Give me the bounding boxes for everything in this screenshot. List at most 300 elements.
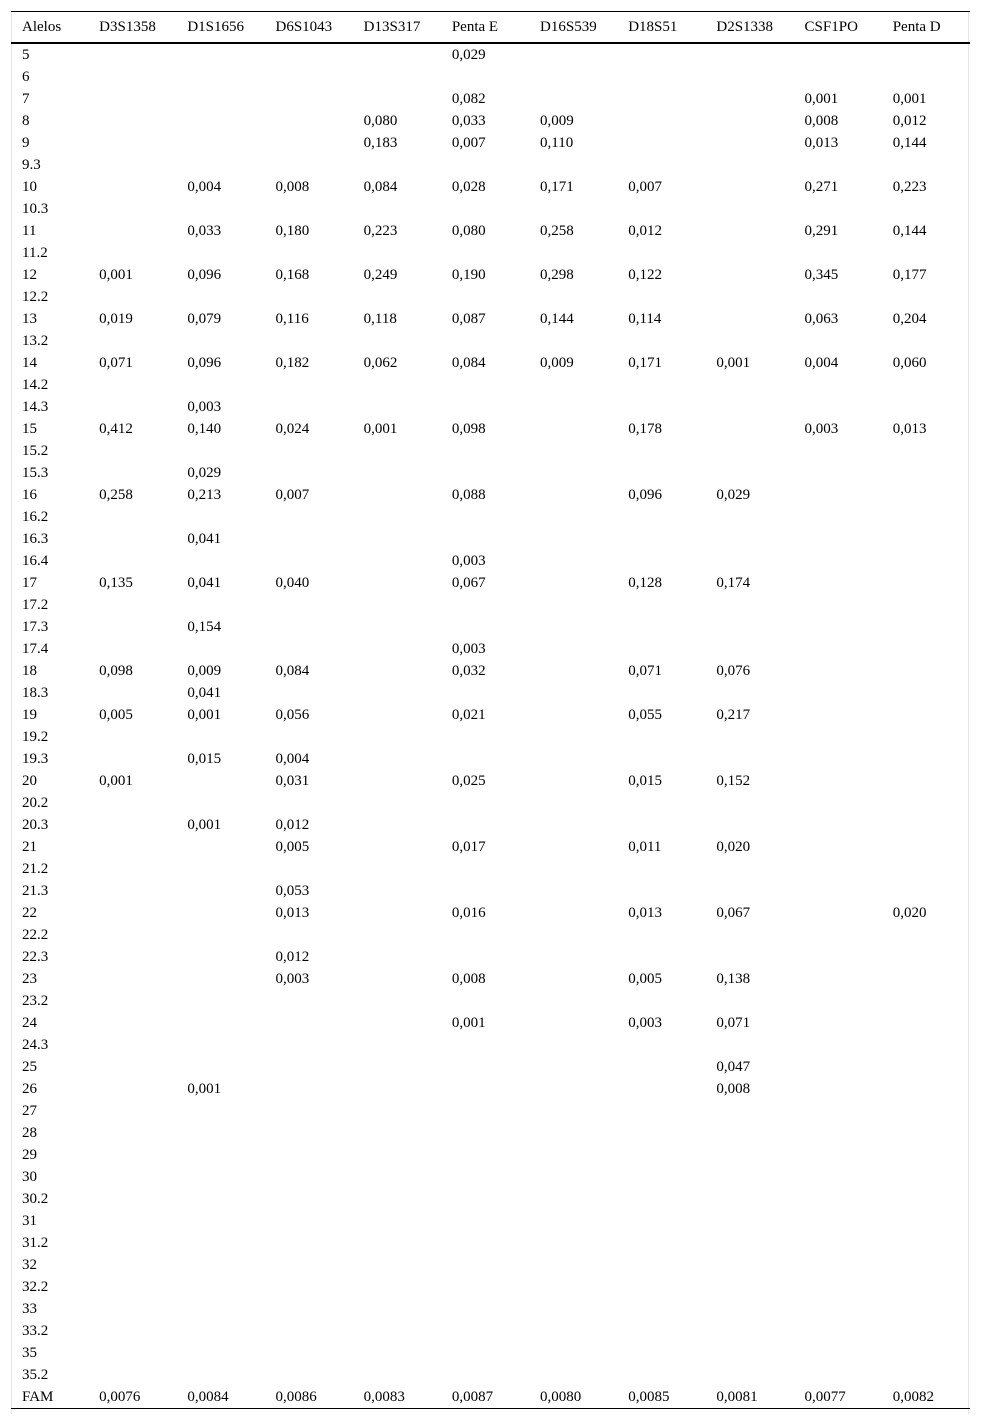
frequency-cell — [882, 198, 970, 220]
allele-cell: 26 — [22, 1081, 37, 1097]
frequency-cell — [88, 726, 176, 748]
frequency-cell: 0,032 — [451, 663, 486, 679]
frequency-cell — [265, 374, 353, 396]
frequency-cell — [176, 374, 264, 396]
allele-cell: 28 — [22, 1125, 37, 1141]
frequency-cell: 0,084 — [451, 355, 486, 371]
frequency-cell: 0,056 — [275, 707, 310, 723]
frequency-cell — [441, 1034, 529, 1056]
frequency-cell — [529, 374, 617, 396]
frequency-cell — [88, 1364, 176, 1386]
frequency-cell — [794, 1056, 882, 1078]
frequency-cell — [705, 330, 793, 352]
frequency-cell — [705, 1188, 793, 1210]
frequency-cell: 0,001 — [187, 707, 222, 723]
frequency-cell — [265, 1320, 353, 1342]
allele-cell: 11 — [22, 223, 37, 239]
frequency-cell — [265, 396, 353, 418]
frequency-cell — [529, 1034, 617, 1056]
allele-cell: 14 — [22, 355, 37, 371]
table-row — [11, 374, 970, 396]
frequency-cell — [705, 858, 793, 880]
table-row — [11, 748, 970, 770]
frequency-cell: 0,128 — [628, 575, 662, 591]
frequency-cell — [705, 88, 793, 110]
frequency-cell — [265, 528, 353, 550]
frequency-cell: 0,009 — [540, 113, 574, 129]
frequency-cell — [353, 1276, 441, 1298]
frequency-cell — [617, 1276, 705, 1298]
table-row — [11, 154, 970, 176]
frequency-cell — [529, 1078, 617, 1100]
frequency-cell — [88, 1298, 176, 1320]
frequency-cell — [529, 990, 617, 1012]
frequency-cell — [265, 330, 353, 352]
frequency-cell: 0,138 — [716, 971, 751, 987]
frequency-cell: 0,013 — [275, 905, 310, 921]
frequency-cell — [353, 1298, 441, 1320]
frequency-cell — [529, 1210, 617, 1232]
frequency-cell — [705, 1276, 793, 1298]
allele-cell: 24.3 — [22, 1037, 49, 1053]
frequency-cell — [353, 1210, 441, 1232]
table-row — [11, 66, 970, 88]
frequency-cell — [88, 1276, 176, 1298]
frequency-cell — [441, 990, 529, 1012]
column-header: D1S1656 — [176, 12, 264, 44]
frequency-cell — [353, 638, 441, 660]
table-row — [11, 770, 970, 792]
frequency-cell: 0,096 — [187, 267, 222, 283]
allele-cell: 21.3 — [22, 883, 49, 899]
frequency-cell — [882, 682, 970, 704]
allele-cell: FAM — [11, 1386, 88, 1409]
table-row — [11, 682, 970, 704]
table-row — [11, 1078, 970, 1100]
frequency-cell — [529, 902, 617, 924]
frequency-cell — [529, 66, 617, 88]
frequency-cell — [617, 1056, 705, 1078]
frequency-cell — [529, 1122, 617, 1144]
table-row — [11, 1364, 970, 1386]
frequency-cell — [441, 946, 529, 968]
frequency-cell: 0,007 — [628, 179, 662, 195]
frequency-cell — [441, 1100, 529, 1122]
frequency-cell — [353, 1034, 441, 1056]
table-row — [11, 1144, 970, 1166]
frequency-cell: 0,087 — [451, 311, 486, 327]
frequency-cell — [88, 880, 176, 902]
frequency-cell: 0,005 — [275, 839, 310, 855]
frequency-cell — [617, 1166, 705, 1188]
allele-cell: 15.3 — [22, 465, 49, 481]
frequency-cell — [88, 748, 176, 770]
frequency-cell — [705, 990, 793, 1012]
frequency-cell: 0,007 — [275, 487, 310, 503]
allele-cell: 18.3 — [22, 685, 49, 701]
frequency-cell: 0,024 — [275, 421, 310, 437]
frequency-cell — [705, 1320, 793, 1342]
frequency-cell — [176, 198, 264, 220]
frequency-cell — [88, 616, 176, 638]
frequency-cell — [88, 242, 176, 264]
frequency-cell — [529, 704, 617, 726]
frequency-cell: 0,008 — [804, 113, 839, 129]
frequency-cell — [88, 902, 176, 924]
frequency-cell — [176, 1034, 264, 1056]
frequency-cell — [529, 1056, 617, 1078]
frequency-cell — [353, 1232, 441, 1254]
frequency-cell — [441, 198, 529, 220]
frequency-cell — [265, 924, 353, 946]
table-row — [11, 176, 970, 198]
frequency-cell: 0,001 — [99, 267, 133, 283]
frequency-cell — [705, 418, 793, 440]
frequency-cell — [176, 242, 264, 264]
table-row — [11, 1100, 970, 1122]
frequency-cell — [617, 594, 705, 616]
frequency-cell — [176, 1232, 264, 1254]
frequency-cell — [617, 682, 705, 704]
frequency-cell — [88, 1166, 176, 1188]
frequency-cell — [794, 484, 882, 506]
frequency-cell — [617, 726, 705, 748]
allele-cell: 21 — [22, 839, 37, 855]
frequency-cell — [529, 154, 617, 176]
frequency-cell: 0,080 — [363, 113, 398, 129]
frequency-cell — [705, 1342, 793, 1364]
allele-cell: 12 — [22, 267, 37, 283]
frequency-cell — [441, 1254, 529, 1276]
frequency-cell — [176, 286, 264, 308]
frequency-cell — [705, 748, 793, 770]
frequency-cell — [441, 1232, 529, 1254]
frequency-cell — [176, 968, 264, 990]
frequency-cell — [882, 43, 970, 66]
frequency-cell: 0,017 — [451, 839, 486, 855]
allele-cell: 30.2 — [22, 1191, 49, 1207]
frequency-cell — [794, 880, 882, 902]
table-row — [11, 330, 970, 352]
frequency-cell: 0,082 — [451, 91, 486, 107]
frequency-cell — [705, 528, 793, 550]
frequency-cell — [794, 43, 882, 66]
frequency-cell — [794, 1232, 882, 1254]
frequency-cell — [88, 1342, 176, 1364]
frequency-cell — [265, 682, 353, 704]
frequency-cell — [882, 814, 970, 836]
frequency-cell: 0,067 — [451, 575, 486, 591]
frequency-cell — [353, 43, 441, 66]
frequency-cell — [882, 990, 970, 1012]
frequency-cell: 0,118 — [363, 311, 397, 327]
frequency-cell — [794, 198, 882, 220]
frequency-cell — [617, 1122, 705, 1144]
frequency-cell — [353, 1078, 441, 1100]
frequency-cell — [353, 726, 441, 748]
frequency-cell — [441, 154, 529, 176]
table-row — [11, 1210, 970, 1232]
frequency-cell — [529, 440, 617, 462]
frequency-cell — [88, 1012, 176, 1034]
frequency-cell — [353, 286, 441, 308]
frequency-cell — [353, 990, 441, 1012]
frequency-cell — [794, 286, 882, 308]
frequency-cell — [882, 1364, 970, 1386]
frequency-cell — [176, 43, 264, 66]
frequency-cell — [882, 66, 970, 88]
frequency-cell — [88, 990, 176, 1012]
frequency-cell — [882, 1210, 970, 1232]
frequency-cell — [265, 1232, 353, 1254]
frequency-cell — [882, 1254, 970, 1276]
frequency-cell — [353, 594, 441, 616]
frequency-cell — [794, 1166, 882, 1188]
frequency-cell — [353, 1144, 441, 1166]
frequency-cell — [882, 946, 970, 968]
allele-cell: 10.3 — [22, 201, 49, 217]
frequency-cell — [88, 1210, 176, 1232]
table-row — [11, 1298, 970, 1320]
frequency-cell — [882, 528, 970, 550]
frequency-cell — [794, 1298, 882, 1320]
frequency-cell — [617, 792, 705, 814]
frequency-cell — [794, 550, 882, 572]
frequency-cell — [794, 638, 882, 660]
frequency-cell — [88, 110, 176, 132]
frequency-cell — [529, 1254, 617, 1276]
frequency-cell — [353, 1012, 441, 1034]
frequency-cell — [794, 506, 882, 528]
frequency-cell — [529, 1364, 617, 1386]
frequency-cell — [705, 1232, 793, 1254]
frequency-cell — [265, 1188, 353, 1210]
frequency-cell — [88, 43, 176, 66]
frequency-cell — [88, 1254, 176, 1276]
frequency-cell — [529, 1012, 617, 1034]
frequency-cell — [617, 66, 705, 88]
frequency-cell — [617, 440, 705, 462]
frequency-cell — [88, 1034, 176, 1056]
frequency-cell — [88, 374, 176, 396]
frequency-cell — [794, 1100, 882, 1122]
frequency-cell — [265, 1166, 353, 1188]
table-row — [11, 550, 970, 572]
frequency-cell — [176, 1210, 264, 1232]
frequency-cell — [441, 726, 529, 748]
frequency-cell — [882, 748, 970, 770]
frequency-cell — [705, 506, 793, 528]
frequency-cell — [705, 286, 793, 308]
frequency-cell — [529, 1188, 617, 1210]
frequency-cell — [617, 1078, 705, 1100]
frequency-cell — [882, 242, 970, 264]
frequency-cell — [529, 330, 617, 352]
allele-cell: 35.2 — [22, 1367, 49, 1383]
frequency-cell: 0,001 — [451, 1015, 486, 1031]
frequency-cell: 0,412 — [99, 421, 133, 437]
frequency-cell: 0,0081 — [705, 1386, 793, 1409]
table-row — [11, 1166, 970, 1188]
frequency-cell — [794, 440, 882, 462]
allele-cell: 10 — [22, 179, 37, 195]
frequency-cell: 0,178 — [628, 421, 662, 437]
frequency-cell: 0,011 — [628, 839, 662, 855]
frequency-cell — [176, 946, 264, 968]
frequency-cell: 0,025 — [451, 773, 486, 789]
frequency-cell — [882, 770, 970, 792]
allele-cell: 13 — [22, 311, 37, 327]
frequency-cell — [441, 616, 529, 638]
frequency-cell — [882, 374, 970, 396]
frequency-cell — [265, 440, 353, 462]
frequency-cell — [88, 814, 176, 836]
frequency-cell — [88, 220, 176, 242]
allele-cell: 20.2 — [22, 795, 49, 811]
allele-cell: 19.3 — [22, 751, 49, 767]
frequency-cell — [794, 792, 882, 814]
frequency-cell: 0,040 — [275, 575, 310, 591]
frequency-cell — [794, 1188, 882, 1210]
frequency-cell: 0,190 — [451, 267, 486, 283]
frequency-cell — [265, 1254, 353, 1276]
frequency-cell — [176, 638, 264, 660]
frequency-cell — [794, 946, 882, 968]
frequency-cell — [88, 968, 176, 990]
frequency-cell — [882, 1166, 970, 1188]
frequency-cell — [441, 1056, 529, 1078]
frequency-cell — [176, 1298, 264, 1320]
frequency-cell: 0,258 — [99, 487, 133, 503]
frequency-cell — [441, 1166, 529, 1188]
frequency-cell — [882, 1188, 970, 1210]
frequency-cell — [265, 1100, 353, 1122]
allele-cell: 33.2 — [22, 1323, 49, 1339]
table-row — [11, 726, 970, 748]
frequency-cell — [794, 594, 882, 616]
frequency-cell — [529, 1276, 617, 1298]
frequency-cell — [794, 1078, 882, 1100]
allele-cell: 32 — [22, 1257, 37, 1273]
frequency-cell — [529, 660, 617, 682]
frequency-cell — [617, 242, 705, 264]
frequency-cell — [88, 528, 176, 550]
frequency-cell — [353, 814, 441, 836]
table-header — [11, 12, 970, 44]
frequency-cell — [705, 176, 793, 198]
column-header: D3S1358 — [88, 12, 176, 44]
frequency-cell — [176, 88, 264, 110]
frequency-cell — [441, 330, 529, 352]
frequency-cell — [882, 792, 970, 814]
frequency-cell — [882, 1144, 970, 1166]
frequency-cell: 0,114 — [628, 311, 662, 327]
frequency-cell — [88, 198, 176, 220]
frequency-cell — [617, 154, 705, 176]
frequency-cell — [353, 902, 441, 924]
frequency-cell: 0,003 — [451, 641, 486, 657]
frequency-cell — [617, 1298, 705, 1320]
frequency-cell — [705, 792, 793, 814]
frequency-cell — [265, 462, 353, 484]
frequency-cell — [529, 682, 617, 704]
frequency-cell: 0,213 — [187, 487, 222, 503]
frequency-cell — [705, 1100, 793, 1122]
frequency-cell — [882, 616, 970, 638]
frequency-cell — [705, 110, 793, 132]
frequency-cell: 0,182 — [275, 355, 310, 371]
frequency-cell — [617, 990, 705, 1012]
frequency-cell — [794, 616, 882, 638]
frequency-cell — [794, 572, 882, 594]
frequency-cell — [794, 374, 882, 396]
frequency-cell — [353, 550, 441, 572]
frequency-cell — [265, 1364, 353, 1386]
allele-cell: 5 — [22, 47, 30, 63]
frequency-cell — [529, 968, 617, 990]
frequency-cell: 0,033 — [187, 223, 222, 239]
frequency-cell — [176, 836, 264, 858]
frequency-cell — [353, 572, 441, 594]
frequency-cell — [88, 88, 176, 110]
allele-cell: 17.2 — [22, 597, 49, 613]
frequency-cell — [353, 1342, 441, 1364]
frequency-cell: 0,007 — [451, 135, 486, 151]
table-row — [11, 924, 970, 946]
frequency-cell: 0,029 — [451, 47, 486, 63]
frequency-cell — [265, 154, 353, 176]
frequency-cell: 0,012 — [275, 817, 310, 833]
allele-cell: 33 — [22, 1301, 37, 1317]
frequency-cell — [705, 1298, 793, 1320]
frequency-cell — [705, 66, 793, 88]
frequency-cell: 0,0080 — [529, 1386, 617, 1409]
frequency-cell — [882, 330, 970, 352]
allele-cell: 17.3 — [22, 619, 49, 635]
column-header: CSF1PO — [794, 12, 882, 44]
allele-cell: 32.2 — [22, 1279, 49, 1295]
frequency-cell: 0,116 — [275, 311, 309, 327]
table-row — [11, 1276, 970, 1298]
frequency-cell: 0,031 — [275, 773, 310, 789]
frequency-cell — [176, 550, 264, 572]
frequency-cell — [353, 616, 441, 638]
frequency-cell: 0,0084 — [176, 1386, 264, 1409]
frequency-cell — [882, 1078, 970, 1100]
frequency-cell: 0,079 — [187, 311, 222, 327]
frequency-cell — [265, 638, 353, 660]
frequency-cell — [176, 110, 264, 132]
frequency-cell — [705, 594, 793, 616]
frequency-cell — [441, 1210, 529, 1232]
frequency-cell — [617, 748, 705, 770]
frequency-cell — [88, 1188, 176, 1210]
frequency-cell: 0,001 — [892, 91, 927, 107]
frequency-cell — [441, 242, 529, 264]
frequency-cell — [882, 1012, 970, 1034]
frequency-cell: 0,258 — [540, 223, 574, 239]
frequency-cell — [617, 550, 705, 572]
frequency-cell: 0,140 — [187, 421, 222, 437]
frequency-cell — [529, 836, 617, 858]
frequency-cell: 0,029 — [716, 487, 751, 503]
frequency-cell — [353, 748, 441, 770]
frequency-cell — [265, 990, 353, 1012]
table-row — [11, 1386, 970, 1409]
frequency-cell — [441, 792, 529, 814]
frequency-cell — [529, 1166, 617, 1188]
allele-cell: 12.2 — [22, 289, 49, 305]
